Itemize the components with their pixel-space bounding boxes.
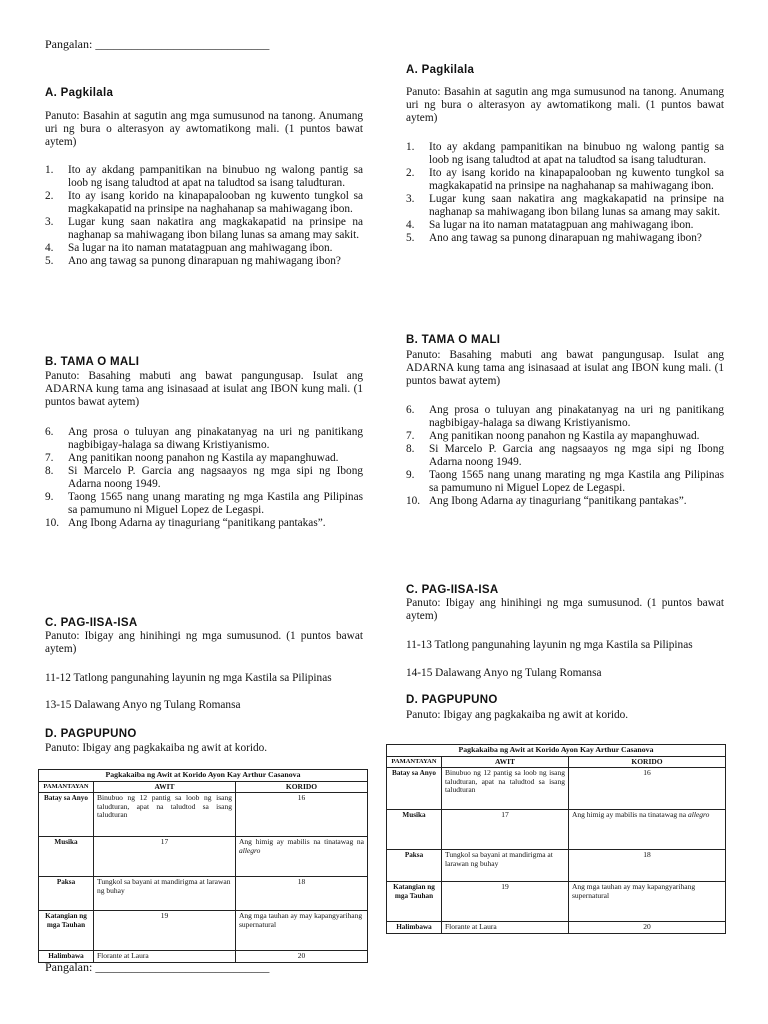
comparison-table-right (386, 744, 726, 934)
section-c-instructions: Panuto: Ibigay ang hinihingi ng mga sumusunod. (1 puntos bawat aytem) (45, 630, 363, 655)
table-row: Paksa Tungkol sa bayani at mandirigma at larawan ng buhay 18 (39, 877, 368, 911)
section-b-list (45, 426, 363, 530)
section-d-title: D. PAGPUPUNO (45, 728, 137, 740)
header-awit: AWIT (94, 781, 236, 793)
list-item: 8. Si Marcelo P. Garcia ang nagsaayos ng mga sipi ng Ibong Adarna noong 1949. (45, 465, 363, 490)
section-c-title: C. PAG-IISA-ISA (406, 584, 499, 596)
list-item: 7. Ang panitikan noong panahon ng Kastila ay mapanghuwad. (45, 452, 339, 464)
list-item: 4. Sa lugar na ito naman matatagpuan ang mahiwagang ibon. (45, 242, 333, 254)
table-row: Musika 17 Ang himig ay mabilis na tinatawag na allegro (39, 837, 368, 877)
name-line-top: Pangalan: _____________________________ (45, 37, 270, 51)
list-item: 2. Ito ay isang korido na kinapapalooban ng kuwento tungkol sa magkakapatid na prinsipe na naghahanap sa mahiwagang ibon. (45, 190, 363, 215)
table-row: Paksa Tungkol sa bayani at mandirigma at larawan ng buhay 18 (387, 850, 726, 882)
section-c-instructions: Panuto: Ibigay ang hinihingi ng mga sumusunod. (1 puntos bawat aytem) (406, 597, 724, 622)
list-item: 3. Lugar kung saan nakatira ang magkakapatid na prinsipe na naghanap sa mahiwagang ibon bilang lunas sa amang may sakit. (406, 193, 724, 218)
name-line-bottom: Pangalan: _____________________________ (45, 960, 270, 974)
header-awit: AWIT (442, 756, 569, 768)
list-item: 9. Taong 1565 nang unang marating ng mga Kastila ang Pilipinas sa pamumuno ni Miguel Lopez de Legaspi. (406, 469, 724, 494)
list-item: 3. Lugar kung saan nakatira ang magkakapatid na prinsipe na naghanap sa mahiwagang ibon bilang lunas sa amang may sakit. (45, 216, 363, 241)
table-row: Batay sa Anyo Binubuo ng 12 pantig sa loob ng isang taludturan, apat na taludtod sa isang taludturan 16 (39, 793, 368, 837)
section-d-instructions: Panuto: Ibigay ang pagkakaiba ng awit at korido. (45, 742, 268, 754)
list-item: 1. Ito ay akdang pampanitikan na binubuo ng walong pantig sa loob ng isang taludtod at apat na taludtod sa isang taludturan. (406, 141, 724, 166)
list-item: 6. Ang prosa o tuluyan ang pinakatanyag na uri ng panitikang nagbibigay-halaga sa diwang Kristiyanismo. (406, 404, 724, 429)
section-c-item-2: 13-15 Dalawang Anyo ng Tulang Romansa (45, 699, 241, 711)
header-korido: KORIDO (569, 756, 726, 768)
table-row: Katangian ng mga Tauhan 19 Ang mga tauhan ay may kapangyarihang supernatural (387, 882, 726, 922)
table-caption: Pagkakaiba ng Awit at Korido Ayon Kay Arthur Casanova (39, 770, 368, 782)
list-item: 5. Ano ang tawag sa punong dinarapuan ng mahiwagang ibon? (406, 232, 702, 244)
list-item: 7. Ang panitikan noong panahon ng Kastila ay mapanghuwad. (406, 430, 700, 442)
section-a-instructions: Panuto: Basahin at sagutin ang mga sumusunod na tanong. Anumang uri ng bura o alterasyon ay awtomatikong mali. (1 puntos bawat aytem) (45, 110, 363, 148)
table-row: Halimbawa Florante at Laura 20 (39, 951, 368, 963)
list-item: 2. Ito ay isang korido na kinapapalooban ng kuwento tungkol sa magkakapatid na prinsipe na naghahanap sa mahiwagang ibon. (406, 167, 724, 192)
table-caption: Pagkakaiba ng Awit at Korido Ayon Kay Arthur Casanova (387, 745, 726, 757)
comparison-table-left (38, 769, 368, 963)
header-pamantayan: PAMANTAYAN (387, 756, 442, 768)
list-item: 1. Ito ay akdang pampanitikan na binubuo ng walong pantig sa loob ng isang taludtod at apat na taludtod sa isang taludturan. (45, 164, 363, 189)
header-pamantayan: PAMANTAYAN (39, 781, 94, 793)
section-d-instructions: Panuto: Ibigay ang pagkakaiba ng awit at korido. (406, 709, 629, 721)
section-c-item-1: 11-13 Tatlong pangunahing layunin ng mga Kastila sa Pilipinas (406, 639, 693, 651)
section-b-title: B. TAMA O MALI (45, 356, 140, 368)
list-item: 6. Ang prosa o tuluyan ang pinakatanyag na uri ng panitikang nagbibigay-halaga sa diwang Kristiyanismo. (45, 426, 363, 451)
header-korido: KORIDO (236, 781, 368, 793)
section-b-list (406, 404, 724, 508)
section-a-title: A. Pagkilala (45, 87, 114, 99)
section-b-title: B. TAMA O MALI (406, 334, 501, 346)
list-item: 10. Ang Ibong Adarna ay tinaguriang “panitikang pantakas”. (45, 517, 326, 529)
section-a-list (406, 141, 724, 245)
list-item: 5. Ano ang tawag sa punong dinarapuan ng mahiwagang ibon? (45, 255, 341, 267)
table-row: Batay sa Anyo Binubuo ng 12 pantig sa loob ng isang taludturan, apat na taludtod sa isang taludturan 16 (387, 768, 726, 810)
table-row: Katangian ng mga Tauhan 19 Ang mga tauhan ay may kapangyarihang supernatural (39, 911, 368, 951)
section-b-instructions: Panuto: Basahing mabuti ang bawat pangungusap. Isulat ang ADARNA kung tama ang isinasaad at isulat ang IBON kung mali. (1 puntos bawat aytem) (406, 349, 724, 387)
section-d-title: D. PAGPUPUNO (406, 694, 498, 706)
list-item: 8. Si Marcelo P. Garcia ang nagsaayos ng mga sipi ng Ibong Adarna noong 1949. (406, 443, 724, 468)
section-a-title: A. Pagkilala (406, 64, 475, 76)
section-b-instructions: Panuto: Basahing mabuti ang bawat pangungusap. Isulat ang ADARNA kung tama ang isinasaad at isulat ang IBON kung mali. (1 puntos bawat aytem) (45, 370, 363, 408)
list-item: 10. Ang Ibong Adarna ay tinaguriang “panitikang pantakas”. (406, 495, 687, 507)
list-item: 9. Taong 1565 nang unang marating ng mga Kastila ang Pilipinas sa pamumuno ni Miguel Lopez de Legaspi. (45, 491, 363, 516)
list-item: 4. Sa lugar na ito naman matatagpuan ang mahiwagang ibon. (406, 219, 694, 231)
section-c-item-2: 14-15 Dalawang Anyo ng Tulang Romansa (406, 667, 602, 679)
section-a-instructions: Panuto: Basahin at sagutin ang mga sumusunod na tanong. Anumang uri ng bura o alterasyon ay awtomatikong mali. (1 puntos bawat aytem) (406, 86, 724, 124)
section-c-title: C. PAG-IISA-ISA (45, 617, 138, 629)
section-a-list (45, 164, 363, 268)
table-row: Halimbawa Florante at Laura 20 (387, 922, 726, 934)
section-c-item-1: 11-12 Tatlong pangunahing layunin ng mga Kastila sa Pilipinas (45, 672, 332, 684)
table-row: Musika 17 Ang himig ay mabilis na tinatawag na allegro (387, 810, 726, 850)
